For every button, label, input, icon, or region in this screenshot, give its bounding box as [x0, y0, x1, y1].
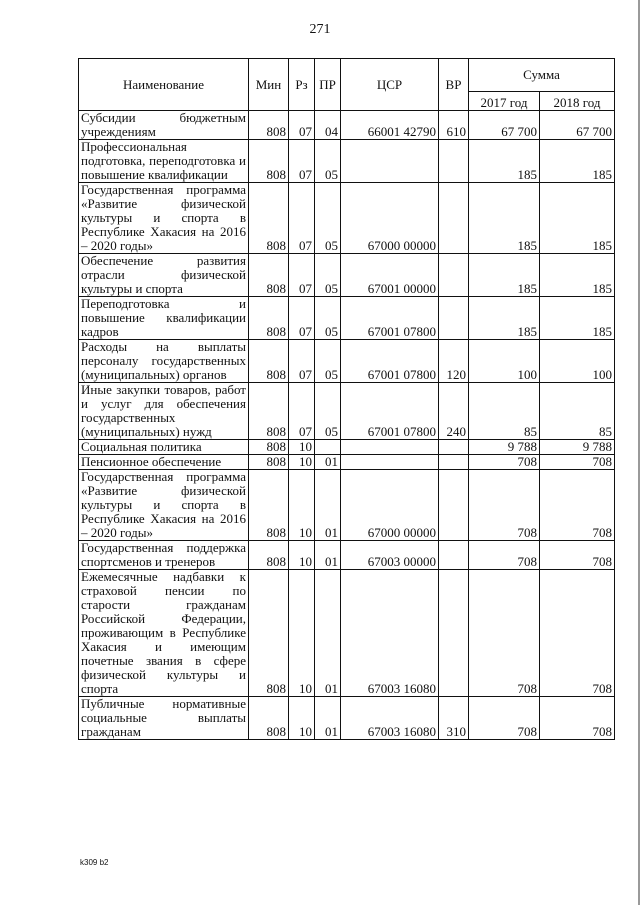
cell-vr	[439, 541, 469, 570]
cell-vr	[439, 470, 469, 541]
cell-rz: 10	[289, 570, 315, 697]
cell-name: Субсидии бюджетным учреждениям	[79, 111, 249, 140]
cell-vr	[439, 297, 469, 340]
cell-min: 808	[249, 340, 289, 383]
page-number: 271	[309, 22, 331, 37]
cell-min: 808	[249, 697, 289, 740]
table-row	[79, 383, 615, 440]
cell-name: Переподготовка и повышение квалификации кадров	[79, 297, 249, 340]
cell-2017: 708	[469, 470, 540, 541]
cell-pr	[315, 440, 341, 455]
cell-min: 808	[249, 383, 289, 440]
cell-min: 808	[249, 297, 289, 340]
cell-vr	[439, 570, 469, 697]
signature: k309 b2	[80, 858, 109, 867]
cell-name: Профессиональная подготовка, переподготовка и повышение квалификации	[79, 140, 249, 183]
cell-2017: 708	[469, 570, 540, 697]
table-row	[79, 470, 615, 541]
cell-csr: 67003 00000	[341, 541, 439, 570]
cell-name: Иные закупки товаров, работ и услуг для обеспечения государственных (муниципальных) нужд	[79, 383, 249, 440]
table-row	[79, 183, 615, 254]
cell-name: Пенсионное обеспечение	[79, 455, 249, 470]
cell-name: Государственная программа «Развитие физической культуры и спорта в Республике Хакасия на 2016 – 2020 годы»	[79, 470, 249, 541]
cell-csr	[341, 455, 439, 470]
cell-2017: 185	[469, 140, 540, 183]
cell-2017: 185	[469, 297, 540, 340]
header-vr: ВР	[439, 59, 469, 111]
header-2017: 2017 год	[469, 92, 540, 111]
cell-min: 808	[249, 570, 289, 697]
cell-vr	[439, 183, 469, 254]
cell-rz: 07	[289, 297, 315, 340]
cell-2018: 708	[540, 697, 615, 740]
header-csr: ЦСР	[341, 59, 439, 111]
cell-csr: 67001 07800	[341, 340, 439, 383]
cell-vr	[439, 254, 469, 297]
cell-csr	[341, 440, 439, 455]
cell-pr: 05	[315, 297, 341, 340]
cell-csr: 67000 00000	[341, 183, 439, 254]
header-rz: Рз	[289, 59, 315, 111]
cell-pr: 01	[315, 697, 341, 740]
cell-vr: 120	[439, 340, 469, 383]
cell-2018: 185	[540, 254, 615, 297]
cell-pr: 01	[315, 470, 341, 541]
cell-2018: 708	[540, 470, 615, 541]
cell-name: Расходы на выплаты персоналу государственных (муниципальных) органов	[79, 340, 249, 383]
cell-min: 808	[249, 440, 289, 455]
table-row	[79, 697, 615, 740]
budget-table	[78, 58, 615, 740]
cell-rz: 10	[289, 541, 315, 570]
cell-rz: 07	[289, 383, 315, 440]
table-body	[79, 111, 615, 740]
cell-csr: 67003 16080	[341, 697, 439, 740]
cell-rz: 10	[289, 440, 315, 455]
cell-pr: 05	[315, 140, 341, 183]
header-sum: Сумма	[469, 59, 615, 92]
cell-csr: 67001 07800	[341, 297, 439, 340]
table-row	[79, 111, 615, 140]
cell-name: Ежемесячные надбавки к страховой пенсии по старости гражданам Российской Федерации, проживающим в Республике Хакасия и имеющим почетные звания в сфере физической культуры и спорта	[79, 570, 249, 697]
cell-pr: 01	[315, 455, 341, 470]
cell-2017: 100	[469, 340, 540, 383]
header-min: Мин	[249, 59, 289, 111]
cell-csr: 67001 07800	[341, 383, 439, 440]
cell-csr: 66001 42790	[341, 111, 439, 140]
cell-2017: 185	[469, 254, 540, 297]
cell-min: 808	[249, 254, 289, 297]
cell-min: 808	[249, 183, 289, 254]
cell-2017: 708	[469, 455, 540, 470]
header-pr: ПР	[315, 59, 341, 111]
cell-vr: 610	[439, 111, 469, 140]
cell-vr	[439, 440, 469, 455]
cell-2017: 708	[469, 541, 540, 570]
cell-2017: 708	[469, 697, 540, 740]
cell-rz: 07	[289, 111, 315, 140]
cell-2018: 185	[540, 140, 615, 183]
cell-pr: 05	[315, 383, 341, 440]
cell-2017: 67 700	[469, 111, 540, 140]
cell-rz: 07	[289, 340, 315, 383]
cell-rz: 07	[289, 140, 315, 183]
table-row	[79, 254, 615, 297]
cell-min: 808	[249, 541, 289, 570]
cell-rz: 10	[289, 455, 315, 470]
cell-pr: 04	[315, 111, 341, 140]
table-row	[79, 297, 615, 340]
cell-csr: 67003 16080	[341, 570, 439, 697]
cell-vr: 310	[439, 697, 469, 740]
cell-name: Государственная программа «Развитие физической культуры и спорта в Республике Хакасия на 2016 – 2020 годы»	[79, 183, 249, 254]
cell-2018: 708	[540, 541, 615, 570]
table-row	[79, 570, 615, 697]
cell-2018: 708	[540, 455, 615, 470]
cell-2018: 185	[540, 297, 615, 340]
cell-pr: 01	[315, 570, 341, 697]
cell-2018: 708	[540, 570, 615, 697]
cell-2017: 185	[469, 183, 540, 254]
header-name: Наименование	[79, 59, 249, 111]
cell-vr	[439, 455, 469, 470]
cell-name: Государственная поддержка спортсменов и тренеров	[79, 541, 249, 570]
cell-2018: 85	[540, 383, 615, 440]
cell-rz: 07	[289, 254, 315, 297]
cell-csr	[341, 140, 439, 183]
table-row	[79, 340, 615, 383]
cell-rz: 10	[289, 470, 315, 541]
cell-min: 808	[249, 455, 289, 470]
table-row	[79, 541, 615, 570]
cell-min: 808	[249, 470, 289, 541]
cell-2018: 185	[540, 183, 615, 254]
cell-pr: 01	[315, 541, 341, 570]
cell-pr: 05	[315, 254, 341, 297]
table-row	[79, 455, 615, 470]
cell-csr: 67000 00000	[341, 470, 439, 541]
cell-2018: 67 700	[540, 111, 615, 140]
cell-2018: 100	[540, 340, 615, 383]
cell-name: Обеспечение развития отрасли физической культуры и спорта	[79, 254, 249, 297]
cell-pr: 05	[315, 340, 341, 383]
cell-min: 808	[249, 111, 289, 140]
cell-2017: 9 788	[469, 440, 540, 455]
cell-2017: 85	[469, 383, 540, 440]
table-row	[79, 440, 615, 455]
cell-csr: 67001 00000	[341, 254, 439, 297]
cell-min: 808	[249, 140, 289, 183]
cell-rz: 10	[289, 697, 315, 740]
cell-vr	[439, 140, 469, 183]
cell-name: Социальная политика	[79, 440, 249, 455]
header-2018: 2018 год	[540, 92, 615, 111]
cell-vr: 240	[439, 383, 469, 440]
cell-name: Публичные нормативные социальные выплаты гражданам	[79, 697, 249, 740]
cell-pr: 05	[315, 183, 341, 254]
table-row	[79, 140, 615, 183]
cell-rz: 07	[289, 183, 315, 254]
cell-2018: 9 788	[540, 440, 615, 455]
